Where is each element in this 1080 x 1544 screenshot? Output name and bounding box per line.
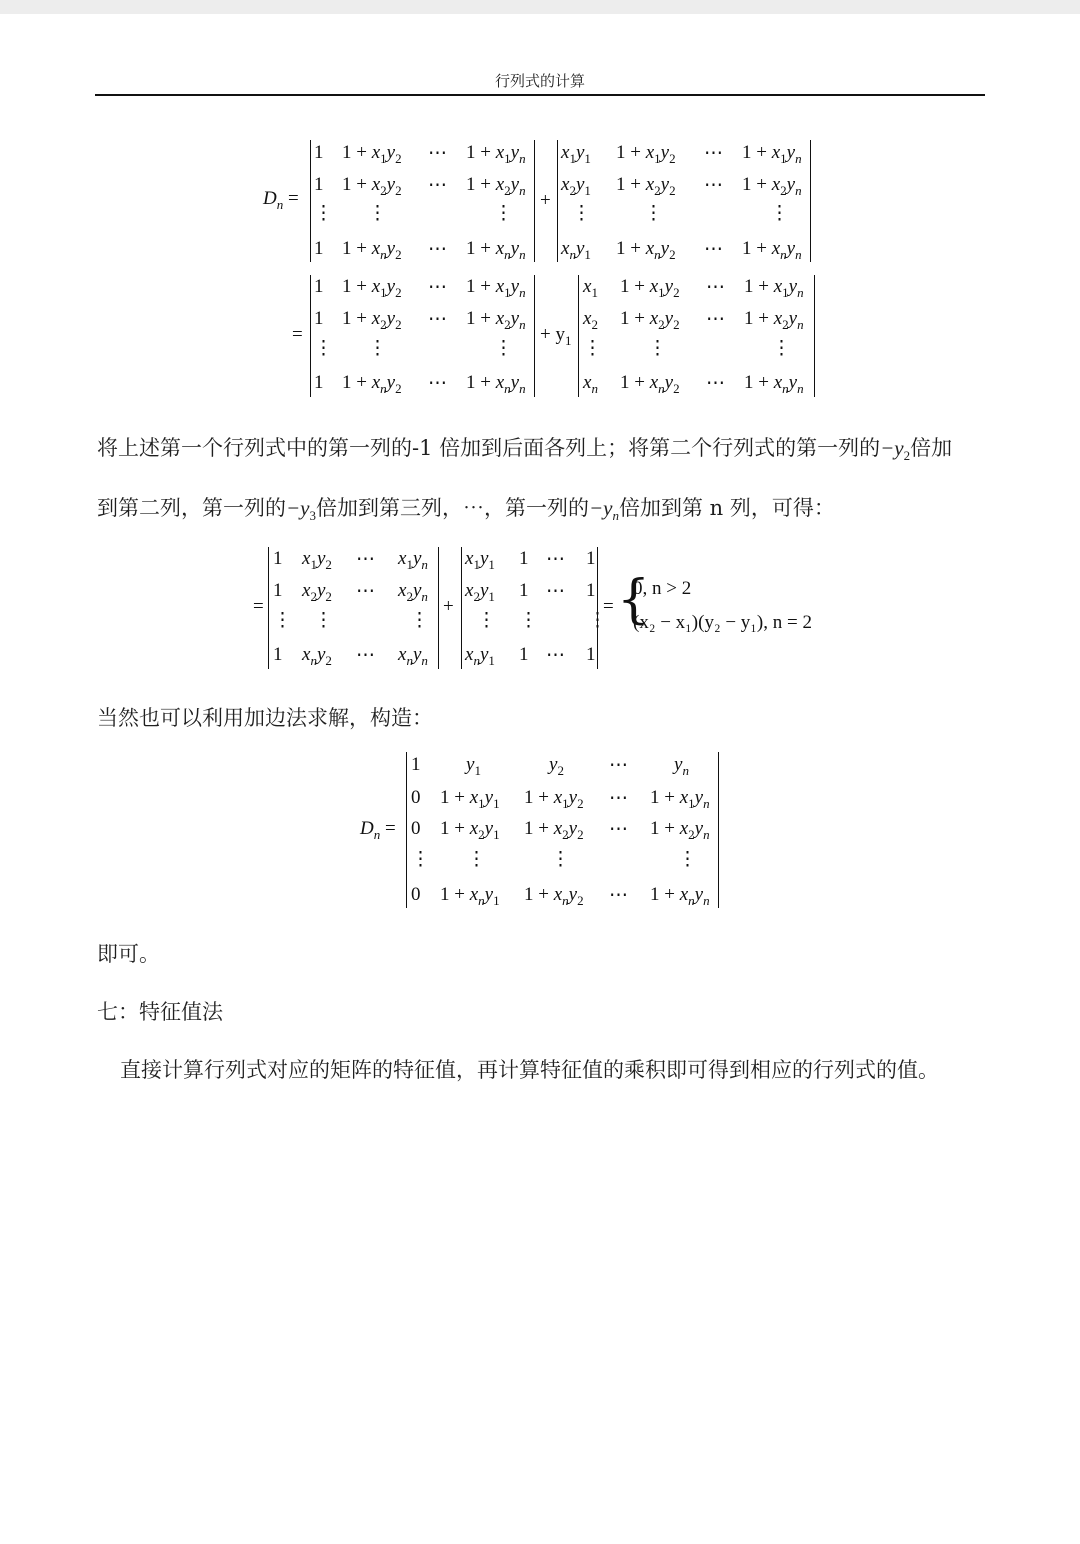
plus-sign: +: [540, 190, 551, 211]
p2-neg-yn: −y: [589, 496, 613, 520]
p2-y3-sub: 3: [309, 508, 316, 523]
p2-yn-sub: n: [612, 508, 619, 523]
section-title: 七：特征值法: [97, 1000, 223, 1024]
lhs-subscript: n: [276, 197, 284, 212]
plus-sign: +: [443, 596, 454, 617]
p2-text-a: 到第二列，第一列的: [97, 496, 286, 520]
equation-block-1: $D_n$ = 1 $1 + x_1y_2$ ⋯ $1 + x_1y_n$ 1 $1 + x_2y_2$ ⋯ $1 + x_2y_n$ ⋮ ⋮ ⋮ 1 $1 + x_ny_2$ ⋯ $1 + x_ny_n$ + $x_1y_1$ $1 + x_1y_2$ ⋯ $1 + x_1y_n$ $x_2y_1$ $1 + x_2y_2$ ⋯ $1 + x_2y_n$ ⋮ ⋮ ⋮ $x_ny_1$ $1 + x_ny_2$ ⋯ $1 + x_ny_n$ = 1 $1 + x_1y_2$ ⋯ $1 + x_1y_n$ 1 $1 + x_2y_2$ ⋯ $1 + x_2y_n$ ⋮ ⋮ ⋮ 1 $1 + x_ny_2$ ⋯ $1 + x_ny_n$ + $y_1$ $x_1$ $1 + x_1y_2$ ⋯ $1 + x_1y_n$ $x_2$ $1 + x_2y_2$ ⋯ $1 + x_2y_n$ ⋮ ⋮ ⋮ $x_n$ $1 + x_ny_2$ ⋯ $1 + x_ny_n$: [0, 0, 1080, 420]
paragraph-3: 当然也可以利用加边法求解，构造：: [97, 706, 433, 730]
p1-neg-y2: −y: [880, 436, 904, 460]
p2-text-c: 倍加到第 n 列，可得：: [619, 496, 835, 520]
plus-y-text: + y: [540, 324, 565, 345]
p1-text-b: 倍加: [910, 436, 953, 460]
lhs-symbol: D: [263, 188, 277, 209]
case-2: (x₂ − x₁)(y₂ − y₁), n = 2: [633, 612, 812, 633]
equals-sign: =: [287, 188, 299, 209]
y1-subscript: 1: [564, 333, 572, 348]
equation-block-2: = 1 $x_1y_2$ ⋯ $x_1y_n$ 1 $x_2y_2$ ⋯ $x_2y_n$ ⋮ ⋮ ⋮ 1 $x_ny_2$ ⋯ $x_ny_n$ + $x_1y_1$ 1 ⋯ 1 $x_2y_1$ 1 ⋯ 1 ⋮ ⋮ ⋮ $x_ny_1$ 1 ⋯ 1 = { 0, n > 2 (x₂ − x₁)(y₂ − y₁), n = 2: [253, 548, 812, 668]
equals-sign: =: [292, 324, 303, 345]
equals-sign: =: [603, 596, 614, 617]
det-bar-left: [406, 752, 407, 908]
case-1: 0, n > 2: [633, 578, 692, 599]
p2-text-b: 倍加到第三列，⋯，第一列的: [316, 496, 589, 520]
p1-y2-sub: 2: [903, 448, 911, 463]
p2-neg-y3: −y: [286, 496, 310, 520]
equation-block-3: $D_n$ = 1 $y_1$ $y_2$ ⋯ $y_n$ 0 $1 + x_1y_1$ $1 + x_1y_2$ ⋯ $1 + x_1y_n$ 0 $1 + x_2y_1$ $1 + x_2y_2$ ⋯ $1 + x_2y_n$ ⋮ ⋮ ⋮ ⋮ 0 $1 + x_ny_1$ $1 + x_ny_2$ ⋯ $1 + x_ny_n$: [0, 0, 1080, 920]
equals-sign: =: [253, 596, 264, 617]
paragraph-4: 即可。: [97, 942, 160, 966]
cases-brace: {: [617, 570, 651, 630]
paragraph-5: 直接计算行列式对应的矩阵的特征值，再计算特征值的乘积即可得到相应的行列式的值。: [120, 1058, 939, 1082]
det1-r1: 1: [314, 142, 324, 163]
det-bar-right: [718, 752, 719, 908]
p1-text-a: 将上述第一个行列式中的第一列的-1 倍加到后面各列上；将第二个行列式的第一列的: [97, 436, 881, 460]
page-header-title: 行列式的计算: [494, 72, 585, 90]
